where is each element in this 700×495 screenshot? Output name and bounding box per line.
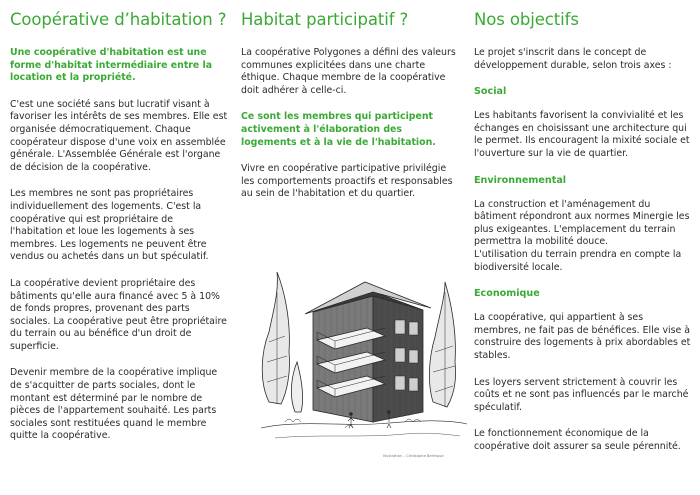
paragraph-environmental xyxy=(474,199,692,275)
paragraph-shares: Devenir membre de la coopérative implique de s'acquitter de parts sociales, dont le montant est déterminé par le nombre de pièces de l'appartement souhaité. Les parts sociales sont restituées quand le membre quitte la coopérative. xyxy=(10,367,218,442)
heading-objectives: Nos objectifs xyxy=(474,10,579,29)
paragraph-ownership: La coopérative devient propriétaire des bâtiments qu'elle aura financé avec 5 à 10% de fonds propres, provenant des parts sociales. La coopérative peut être propriétaire du terrain ou au bénéfice d'un droit de superficie. xyxy=(10,277,227,352)
heading-participatory: Habitat participatif ? xyxy=(241,10,409,29)
paragraph-members: Les membres ne sont pas propriétaires individuellement des logements. C'est la coopérative qui est propriétaire de l'habitation et loue les logements à ses membres. Les logements ne peuvent être vendus ou achetés dans un but spéculatif. xyxy=(10,188,209,263)
paragraph-society: C'est une société sans but lucratif visant à favoriser les intérêts de ses membres. Elle est organisée démocratiquement. Chaque coopérateur dispose d'une voix en assemblée générale. L'Assemblée Générale est l'organe de décision de la coopérative. xyxy=(10,98,228,173)
column-objectives xyxy=(474,10,692,467)
paragraph-social: Les habitants favorisent la convivialité et les échanges en choisissant une architecture qui le permet. Ils encouragent la mixité sociale et l'ouverture sur la vie de quartier. xyxy=(474,110,690,159)
column-cooperative xyxy=(10,10,228,457)
paragraph-economic-2: Les loyers servent strictement à couvrir les coûts et ne sont pas influencés par le marché spéculatif. xyxy=(474,376,689,413)
lead-participatory: Ce sont les membres qui participent activement à l'élaboration des logements et à la vie de l'habitation. xyxy=(241,111,436,148)
tree-right xyxy=(429,282,455,407)
env-line-2: L'utilisation du terrain prendra en compte la biodiversité locale. xyxy=(474,248,682,273)
paragraph-economic-3: Le fonctionnement économique de la coopérative doit assurer sa seule pérennité. xyxy=(474,428,681,452)
tree-left-small xyxy=(291,362,302,412)
tree-left xyxy=(262,272,289,404)
ground xyxy=(261,421,467,428)
building-illustration xyxy=(255,252,470,462)
heading-cooperative: Coopérative d’habitation ? xyxy=(10,10,227,29)
subheading-environmental: Environnemental xyxy=(474,174,567,186)
subheading-economic: Economique xyxy=(474,288,540,300)
subheading-social: Social xyxy=(474,86,507,98)
column-participatory xyxy=(241,10,459,215)
paragraph-economic-1: La coopérative, qui appartient à ses membres, ne fait pas de bénéfices. Elle vise à construire des logements à prix abordables et stables. xyxy=(474,312,691,361)
paragraph-charter: La coopérative Polygones a défini des valeurs communes explicitées dans une charte éthique. Chaque membre de la coopérative doit adhérer à celle-ci. xyxy=(241,47,456,96)
paragraph-intro: Le projet s'inscrit dans le concept de développement durable, selon trois axes : xyxy=(474,47,672,71)
paragraph-living: Vivre en coopérative participative privilégie les comportements proactifs et responsables au sein de l'habitation et du quartier. xyxy=(241,163,453,200)
lead-cooperative: Une coopérative d'habitation est une forme d'habitat intermédiaire entre la location et la propriété. xyxy=(10,47,213,84)
illustration-credit: Illustration – Christophe Berthoud xyxy=(383,454,444,458)
env-line-1: La construction et l'aménagement du bâtiment répondront aux normes Minergie les plus exigeantes. L'emplacement du terrain permettra la mobilité douce. xyxy=(474,198,690,248)
